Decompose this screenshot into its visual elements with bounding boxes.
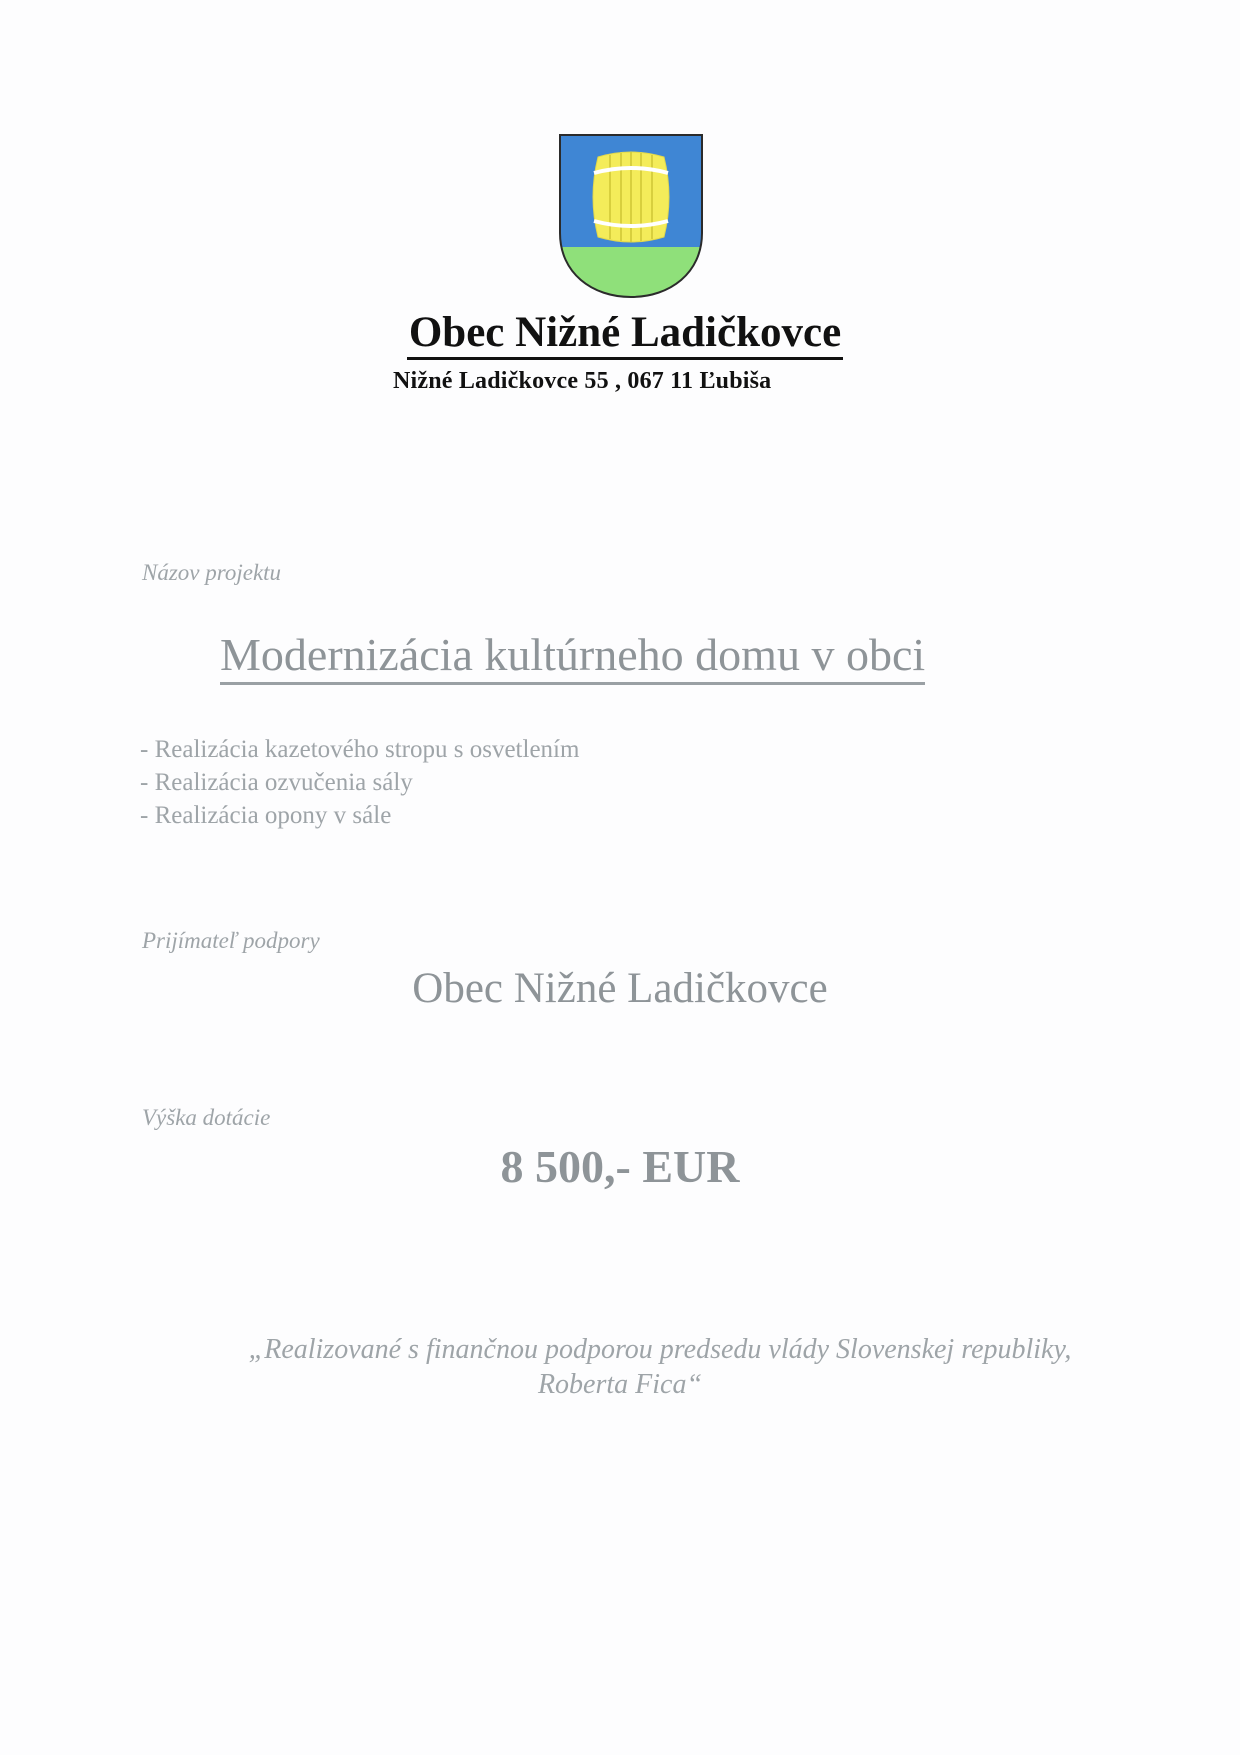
funding-quote: [0, 1332, 1240, 1402]
organization-name: Obec Nižné Ladičkovce: [407, 309, 843, 360]
list-item: - Realizácia kazetového stropu s osvetlením: [140, 733, 579, 766]
project-title: Modernizácia kultúrneho domu v obci: [220, 628, 925, 685]
project-label: Názov projektu: [142, 560, 282, 585]
list-item: - Realizácia ozvučenia sály: [140, 766, 579, 799]
organization-title: [0, 308, 1240, 358]
grant-amount: 8 500,- EUR: [500, 1141, 740, 1192]
organization-address: Nižné Ladičkovce 55 , 067 11 Ľubiša: [393, 368, 772, 394]
recipient-label: Prijímateľ podpory: [142, 928, 320, 953]
project-items-list: [140, 733, 579, 832]
list-item: - Realizácia opony v sále: [140, 799, 579, 832]
recipient-name: Obec Nižné Ladičkovce: [412, 965, 828, 1012]
quote-line-2: Roberta Fica“: [537, 1369, 703, 1400]
quote-line-1: „Realizované s finančnou podporou predsedu vlády Slovenskej republiky,: [248, 1334, 1072, 1365]
barrel-coat-of-arms-icon: [558, 133, 704, 299]
grant-label: Výška dotácie: [142, 1105, 271, 1130]
